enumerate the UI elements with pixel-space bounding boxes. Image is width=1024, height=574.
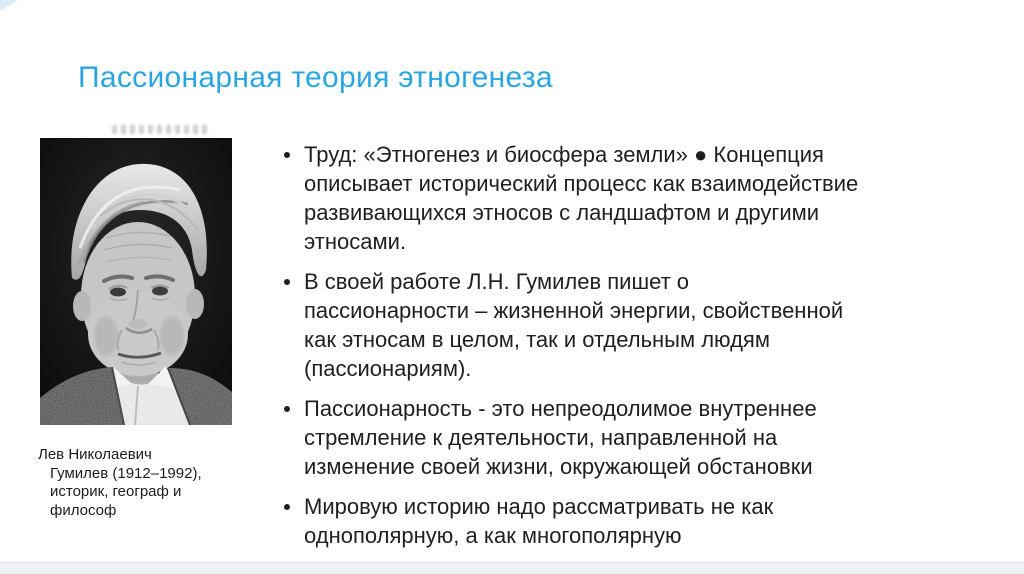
bullet-dot-icon bbox=[284, 152, 290, 158]
photo-caption bbox=[38, 446, 202, 520]
portrait-illustration bbox=[40, 138, 232, 425]
caption-line: философ bbox=[50, 501, 117, 519]
caption-line: Лев Николаевич bbox=[38, 446, 152, 463]
bullet-line: пассионарности – жизненной энергии, свойственной bbox=[304, 298, 844, 323]
bullet-line: как этносам в целом, так и отдельным людям bbox=[304, 327, 770, 352]
page-title: Пассионарная теория этногенеза bbox=[78, 61, 553, 94]
bullet-item bbox=[283, 140, 948, 256]
bullet-line: Мировую историю надо рассматривать не как bbox=[304, 494, 774, 519]
corner-accent-shape bbox=[0, 0, 18, 11]
photo-watermark-smudge bbox=[112, 125, 210, 134]
caption-line: Гумилев (1912–1992), bbox=[50, 464, 202, 482]
bullet-line: В своей работе Л.Н. Гумилев пишет о bbox=[304, 269, 690, 294]
bullet-item bbox=[283, 492, 948, 550]
bullet-dot-icon bbox=[284, 504, 290, 510]
bullet-line: развивающихся этносов с ландшафтом и другими bbox=[304, 200, 820, 225]
bullet-line: описывает исторический процесс как взаимодействие bbox=[304, 171, 859, 196]
caption-line: историк, географ и bbox=[50, 483, 182, 500]
bullet-list bbox=[283, 140, 948, 561]
portrait-photo bbox=[40, 138, 232, 425]
bullet-line: этносами. bbox=[304, 229, 406, 254]
bullet-line: Пассионарность - это непреодолимое внутреннее bbox=[304, 396, 817, 421]
bullet-line: Труд: «Этногенез и биосфера земли» ● Концепция bbox=[304, 142, 824, 167]
bullet-line: стремление к деятельности, направленной на bbox=[304, 425, 778, 450]
bullet-line: изменение своей жизни, окружающей обстановки bbox=[304, 454, 813, 479]
bullet-line: (пассионариям). bbox=[304, 356, 472, 381]
bullet-dot-icon bbox=[284, 279, 290, 285]
bullet-item bbox=[283, 394, 948, 481]
bullet-dot-icon bbox=[284, 406, 290, 412]
bullet-item bbox=[283, 267, 948, 383]
bullet-line: однополярную, а как многополярную bbox=[304, 523, 682, 548]
footer-band bbox=[0, 562, 1024, 574]
